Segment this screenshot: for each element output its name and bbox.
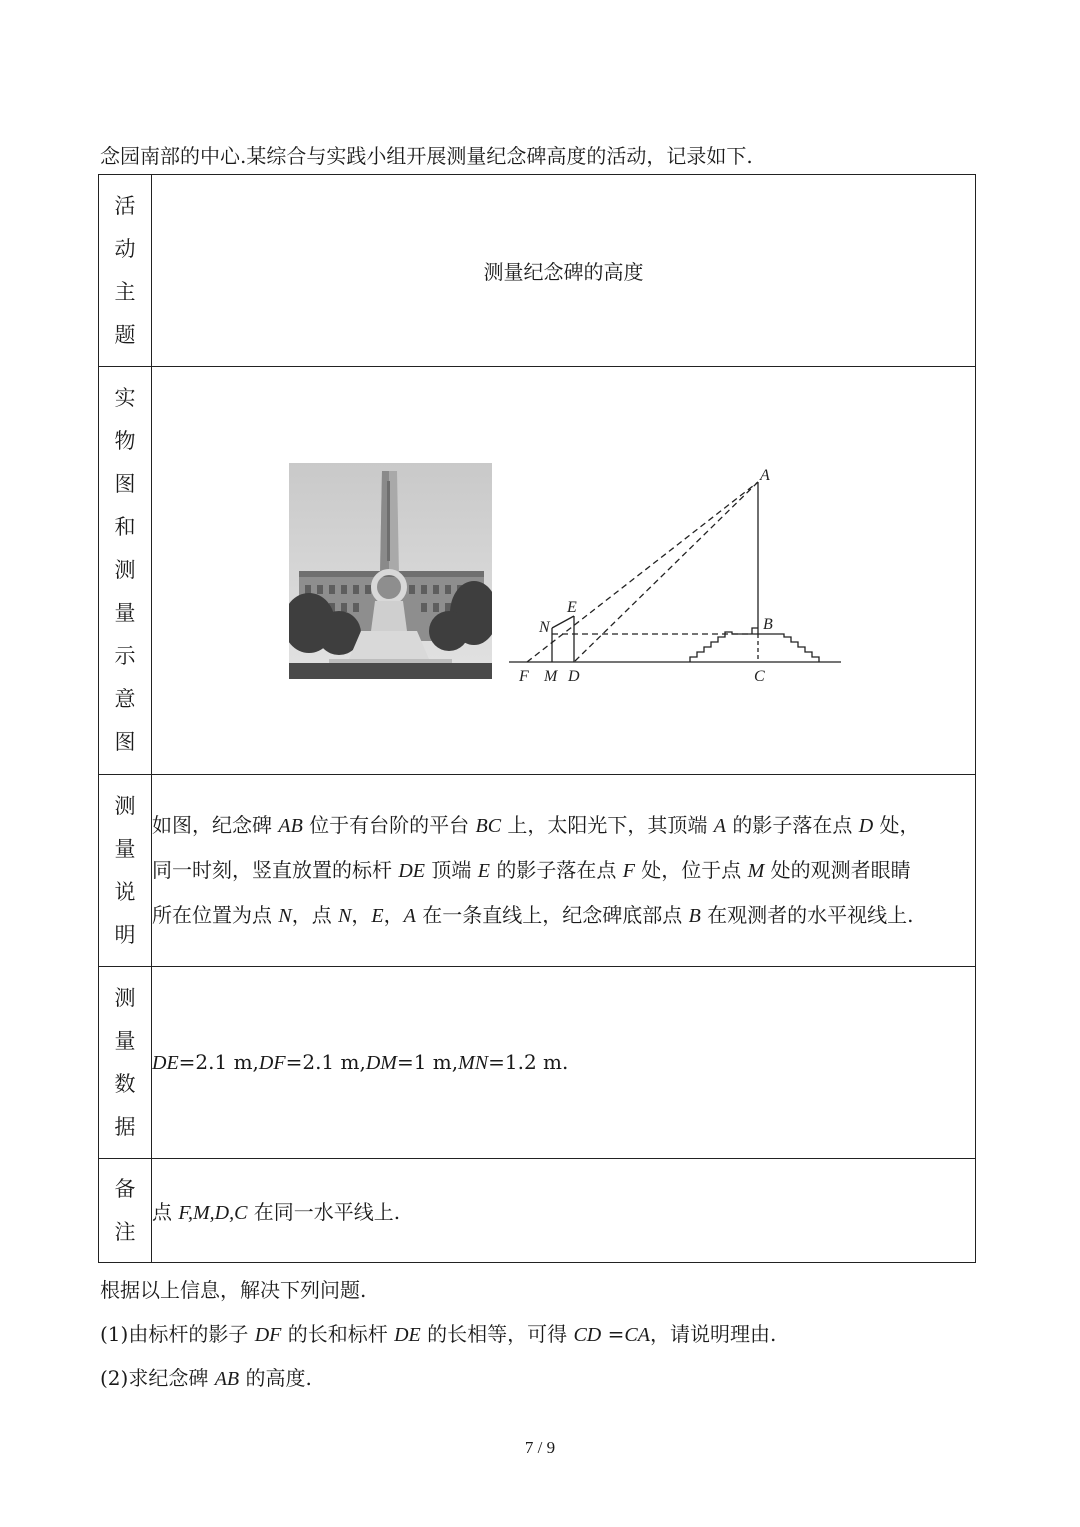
activity-theme: 测量纪念碑的高度 [152, 175, 976, 367]
row-header-explanation: 测 量 说 明 [99, 775, 152, 967]
row-header-data: 测 量 数 据 [99, 967, 152, 1159]
monument-photo-drawing [289, 463, 492, 679]
page-number: 7 / 9 [524, 1438, 556, 1457]
row-data [99, 967, 976, 1159]
label-c: C [754, 668, 765, 685]
label-d: D [568, 668, 580, 685]
row-theme [99, 175, 976, 367]
row-header-theme: 活 动 主 题 [99, 175, 152, 367]
label-b: B [763, 616, 773, 633]
stepped-platform [690, 632, 819, 662]
sun-ray-ad [574, 482, 758, 662]
label-a: A [760, 467, 770, 484]
row-header-remarks: 备 注 [99, 1159, 152, 1263]
row-header-figure: 实 物 图 和 测 量 示 意 图 [99, 367, 152, 775]
measurement-data: DE=2.1 m,DF=2.1 m,DM=1 m,MN=1.2 m. [152, 967, 976, 1159]
measurement-diagram-svg [505, 462, 845, 692]
explanation-line-2: 同一时刻，竖直放置的标杆 DE 顶端 E 的影子落在点 F 处，位于点 M 处的观测者眼睛 [152, 858, 911, 882]
question-1: (1)由标杆的影子 DF 的长和标杆 DE 的长相等，可得 CD =CA，请说明理由. [100, 1322, 777, 1346]
measurement-explanation [152, 775, 976, 967]
right-angle-mark [752, 628, 758, 634]
label-e: E [567, 599, 577, 616]
activity-record-table [98, 174, 976, 1263]
explanation-line-3: 所在位置为点 N，点 N，E，A 在一条直线上，纪念碑底部点 B 在观测者的水平视线上. [152, 903, 914, 927]
label-n: N [539, 619, 550, 636]
row-remarks [99, 1159, 976, 1263]
segment-ne [552, 616, 574, 628]
intro-text: 念园南部的中心.某综合与实践小组开展测量纪念碑高度的活动，记录如下. [100, 144, 753, 168]
label-f: F [519, 668, 529, 685]
follow-up-text: 根据以上信息，解决下列问题. [100, 1278, 367, 1302]
measurement-diagram [505, 462, 845, 696]
row-explanation [99, 775, 976, 967]
explanation-line-1: 如图，纪念碑 AB 位于有台阶的平台 BC 上，太阳光下，其顶端 A 的影子落在点 D 处， [152, 813, 920, 837]
label-m: M [544, 668, 558, 685]
sight-line-fa [527, 482, 758, 662]
question-2: (2)求纪念碑 AB 的高度. [100, 1366, 312, 1390]
remarks: 点 F,M,D,C 在同一水平线上. [152, 1159, 976, 1263]
monument-photo [289, 463, 492, 679]
